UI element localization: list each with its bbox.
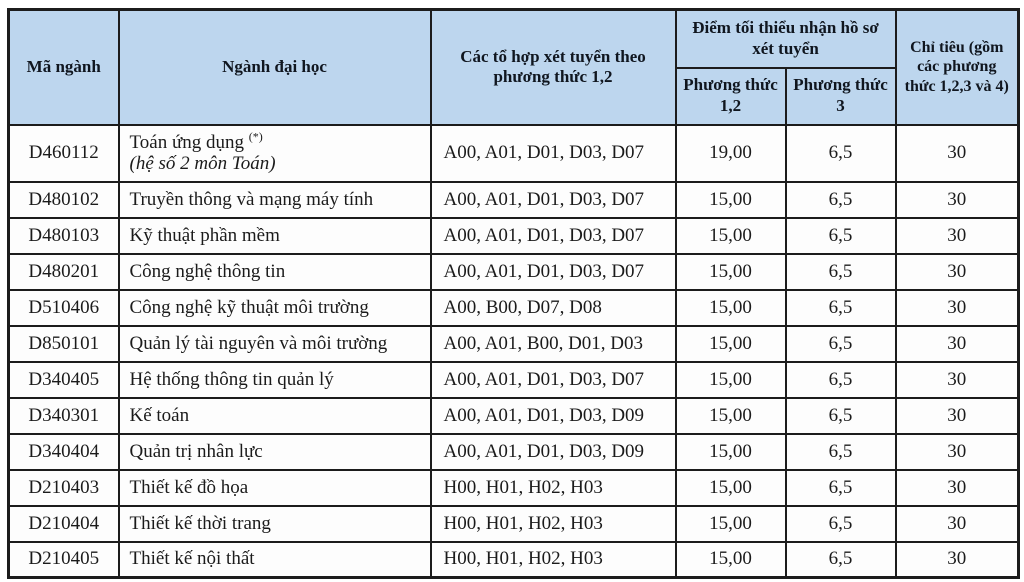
col-header-major-name: Ngành đại học bbox=[119, 10, 431, 125]
col-header-method-3: Phương thức 3 bbox=[786, 68, 896, 125]
major-code-cell: D340301 bbox=[9, 398, 119, 434]
score-method12-cell: 15,00 bbox=[676, 470, 786, 506]
score-method12-cell: 19,00 bbox=[676, 125, 786, 182]
footnote-marker: (*) bbox=[248, 129, 263, 144]
quota-cell: 30 bbox=[896, 125, 1019, 182]
table-row bbox=[9, 434, 1019, 470]
quota-cell: 30 bbox=[896, 218, 1019, 254]
table-row bbox=[9, 542, 1019, 578]
table-row bbox=[9, 326, 1019, 362]
score-method3-cell: 6,5 bbox=[786, 218, 896, 254]
col-header-combos: Các tổ hợp xét tuyển theo phương thức 1,2 bbox=[431, 10, 676, 125]
col-header-major-code: Mã ngành bbox=[9, 10, 119, 125]
combos-cell: A00, A01, D01, D03, D07 bbox=[431, 125, 676, 182]
major-name-cell: Truyền thông và mạng máy tính bbox=[119, 182, 431, 218]
combos-cell: A00, A01, D01, D03, D07 bbox=[431, 254, 676, 290]
quota-cell: 30 bbox=[896, 398, 1019, 434]
major-code-cell: D210404 bbox=[9, 506, 119, 542]
major-name-text: Toán ứng dụng bbox=[129, 132, 245, 154]
score-method3-cell: 6,5 bbox=[786, 398, 896, 434]
quota-cell: 30 bbox=[896, 542, 1019, 578]
combos-cell: A00, A01, D01, D03, D07 bbox=[431, 218, 676, 254]
major-name-cell: Công nghệ thông tin bbox=[119, 254, 431, 290]
table-row bbox=[9, 254, 1019, 290]
combos-cell: A00, A01, D01, D03, D09 bbox=[431, 398, 676, 434]
quota-cell: 30 bbox=[896, 362, 1019, 398]
col-header-quota: Chỉ tiêu (gồm các phương thức 1,2,3 và 4) bbox=[896, 10, 1019, 125]
admissions-table bbox=[7, 8, 1020, 579]
score-method12-cell: 15,00 bbox=[676, 290, 786, 326]
major-name-cell: Quản trị nhân lực bbox=[119, 434, 431, 470]
quota-cell: 30 bbox=[896, 182, 1019, 218]
major-code-cell: D460112 bbox=[9, 125, 119, 182]
major-code-cell: D210403 bbox=[9, 470, 119, 506]
quota-cell: 30 bbox=[896, 326, 1019, 362]
major-code-cell: D510406 bbox=[9, 290, 119, 326]
combos-cell: H00, H01, H02, H03 bbox=[431, 506, 676, 542]
major-code-cell: D850101 bbox=[9, 326, 119, 362]
quota-cell: 30 bbox=[896, 434, 1019, 470]
score-method12-cell: 15,00 bbox=[676, 362, 786, 398]
major-code-cell: D480201 bbox=[9, 254, 119, 290]
combos-cell: H00, H01, H02, H03 bbox=[431, 470, 676, 506]
table-row bbox=[9, 218, 1019, 254]
score-method3-cell: 6,5 bbox=[786, 326, 896, 362]
score-method3-cell: 6,5 bbox=[786, 125, 896, 182]
score-method3-cell: 6,5 bbox=[786, 182, 896, 218]
combos-cell: A00, A01, D01, D03, D07 bbox=[431, 182, 676, 218]
combos-cell: A00, A01, B00, D01, D03 bbox=[431, 326, 676, 362]
major-name-cell: Thiết kế nội thất bbox=[119, 542, 431, 578]
score-method12-cell: 15,00 bbox=[676, 326, 786, 362]
score-method3-cell: 6,5 bbox=[786, 470, 896, 506]
quota-cell: 30 bbox=[896, 290, 1019, 326]
score-method12-cell: 15,00 bbox=[676, 506, 786, 542]
major-name-cell bbox=[119, 125, 431, 182]
col-header-min-score-group: Điểm tối thiểu nhận hồ sơ xét tuyển bbox=[676, 10, 896, 68]
score-method3-cell: 6,5 bbox=[786, 506, 896, 542]
score-method12-cell: 15,00 bbox=[676, 254, 786, 290]
score-method12-cell: 15,00 bbox=[676, 542, 786, 578]
quota-cell: 30 bbox=[896, 254, 1019, 290]
major-name-cell: Hệ thống thông tin quản lý bbox=[119, 362, 431, 398]
score-method3-cell: 6,5 bbox=[786, 434, 896, 470]
table-row bbox=[9, 125, 1019, 182]
combos-cell: H00, H01, H02, H03 bbox=[431, 542, 676, 578]
table-header bbox=[9, 10, 1019, 125]
major-name-cell: Thiết kế thời trang bbox=[119, 506, 431, 542]
score-method3-cell: 6,5 bbox=[786, 290, 896, 326]
table-row bbox=[9, 470, 1019, 506]
table-row bbox=[9, 398, 1019, 434]
major-code-cell: D210405 bbox=[9, 542, 119, 578]
score-method12-cell: 15,00 bbox=[676, 434, 786, 470]
table-body bbox=[9, 125, 1019, 578]
score-method3-cell: 6,5 bbox=[786, 362, 896, 398]
combos-cell: A00, A01, D01, D03, D09 bbox=[431, 434, 676, 470]
combos-cell: A00, B00, D07, D08 bbox=[431, 290, 676, 326]
col-header-method-12: Phương thức 1,2 bbox=[676, 68, 786, 125]
score-method12-cell: 15,00 bbox=[676, 218, 786, 254]
major-name-cell: Quản lý tài nguyên và môi trường bbox=[119, 326, 431, 362]
quota-cell: 30 bbox=[896, 506, 1019, 542]
score-method12-cell: 15,00 bbox=[676, 398, 786, 434]
major-name-note: (hệ số 2 môn Toán) bbox=[129, 153, 276, 175]
table-row bbox=[9, 506, 1019, 542]
quota-cell: 30 bbox=[896, 470, 1019, 506]
score-method12-cell: 15,00 bbox=[676, 182, 786, 218]
combos-cell: A00, A01, D01, D03, D07 bbox=[431, 362, 676, 398]
major-name-cell: Kỹ thuật phần mềm bbox=[119, 218, 431, 254]
major-code-cell: D480103 bbox=[9, 218, 119, 254]
major-code-cell: D340404 bbox=[9, 434, 119, 470]
table-row bbox=[9, 290, 1019, 326]
major-code-cell: D340405 bbox=[9, 362, 119, 398]
major-name-cell: Thiết kế đồ họa bbox=[119, 470, 431, 506]
major-code-cell: D480102 bbox=[9, 182, 119, 218]
table-row bbox=[9, 182, 1019, 218]
score-method3-cell: 6,5 bbox=[786, 542, 896, 578]
table-row bbox=[9, 362, 1019, 398]
major-name-cell: Kế toán bbox=[119, 398, 431, 434]
score-method3-cell: 6,5 bbox=[786, 254, 896, 290]
major-name-cell: Công nghệ kỹ thuật môi trường bbox=[119, 290, 431, 326]
